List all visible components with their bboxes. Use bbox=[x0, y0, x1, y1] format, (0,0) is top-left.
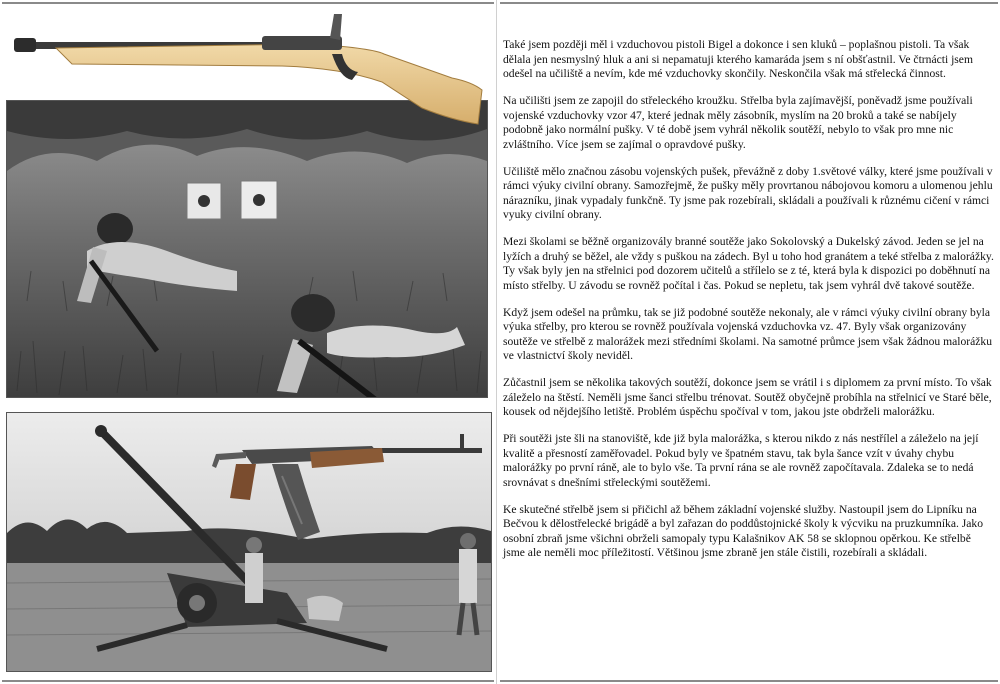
paragraph: Také jsem později měl i vzduchovou pistoli Bigel a dokonce i sen kluků – poplašnou pistoli. Ta však dělala jen nesmyslný hluk a ani si nepamatuji kterého kamaráda jsem s ní obšťastnil. Ve čtrnácti jsem odešel na učiliště a nevím, kde mé vzduchovky skončily. Neskončila však má střelecká činnost. bbox=[503, 38, 973, 80]
assault-rifle-image bbox=[212, 428, 488, 550]
shooting-practice-photo bbox=[6, 100, 488, 398]
top-rule-right bbox=[500, 2, 998, 4]
bottom-rule-right bbox=[500, 680, 998, 682]
paragraph: Učiliště mělo značnou zásobu vojenských pušek, převážně z doby 1.světové války, které jsme používali v rámci výuky civilní obrany. Samozřejmě, že pušky měly provrtanou nábojovou komoru a ulomenou jehlu nárazníku, jinak vypadaly funkčně. Ty jsme pak rozebírali, skládali a používali k různému cičení v rámci vyuky civilní obrany. bbox=[503, 164, 993, 221]
paragraph: Ke skutečné střelbě jsem si přičichl až během základní vojenské služby. Nastoupil jsem do Lipníku na Bečvou k dělostřelecké brigádě a byl zařazan do poddůstojnické školy k výcviku na pruzkumníka. Jako osobní zbraň jsme všichni obrželi samopaly typu Kalašnikov AK 58 se sklopnou opěrkou. Ke střelbě jsme ale neměli moc příležitostí. Většinou jsme zbraně jen stále čistili, rozebírali a skládali. bbox=[503, 502, 984, 559]
image-column bbox=[0, 0, 496, 684]
paragraph: Mezi školami se běžně organizovály branné soutěže jako Sokolovský a Dukelský závod. Jeden se jel na lyžích a druhý se běžel, ale vždy s puškou na zádech. Byl u toho hod granátem a teké střelba z malorážky. Ty však byly jen na střelnici pod dozorem učitelů a střílelo se z té, která byla k dispozici po doběhnutí na místo střelby. U závodu se rovněž počítal i čas. Pokud se nepletu, tak jsem vyhrál dvě takové soutěže. bbox=[503, 235, 994, 292]
paragraph: Na učilišti jsem ze zapojil do střeleckého kroužku. Střelba byla zajímavější, poněvadž jsme používali vojenské vzduchovky vzor 47, které jednak měly zásobník, myslím na 20 broků a také se nabíjely podobně jako normální pušky. V té době jsem vyhrál několik soutěží, nebylo to však pro mne nic zvláštního. Více jsem se zajímal o opravdové pušky. bbox=[503, 94, 973, 151]
article-text bbox=[503, 38, 995, 573]
air-rifle-image bbox=[12, 8, 488, 130]
column-divider bbox=[496, 0, 497, 684]
paragraph: Při soutěži jste šli na stanoviště, kde již byla malorážka, s kterou nikdo z nás nestřílel a záleželo na její kvalitě a přesností zaměřovadel. Pokud byly ve špatném stavu, tak byla šance vzít v úvahy chybu malorážky po první ráně, ale to bylo vše. Ta první rána se ale rovněž započítavala. Zdaleka se to nedá srovnávat s dnešními střeleckými soutěžemi. bbox=[503, 432, 979, 489]
paragraph: Když jsem odešel na průmku, tak se již podobné soutěže nekonaly, ale v rámci výuky civilní obrany byla výuka střelby, pro kterou se rovněž používala vojenská vzduchovka vz. 47. Byly však organizovány soutěže ve střelbě z malorážek mezi středními školami. Na samotné průmce jsem však žádnou malorážku ve vlastnictví školy neviděl. bbox=[503, 305, 993, 362]
paragraph: Zůčastnil jsem se několika takových soutěží, dokonce jsem se vrátil i s diplomem za první místo. To však záleželo na štěstí. Neměli jsme šanci střelbu trénovat. Soutěž obyčejně probíhla na střelnicí ve Staré běle, kousek od nějdejšího letiště. Problém úspěchu spočíval v tom, jakou jste obdrželi malorážku. bbox=[503, 376, 992, 418]
